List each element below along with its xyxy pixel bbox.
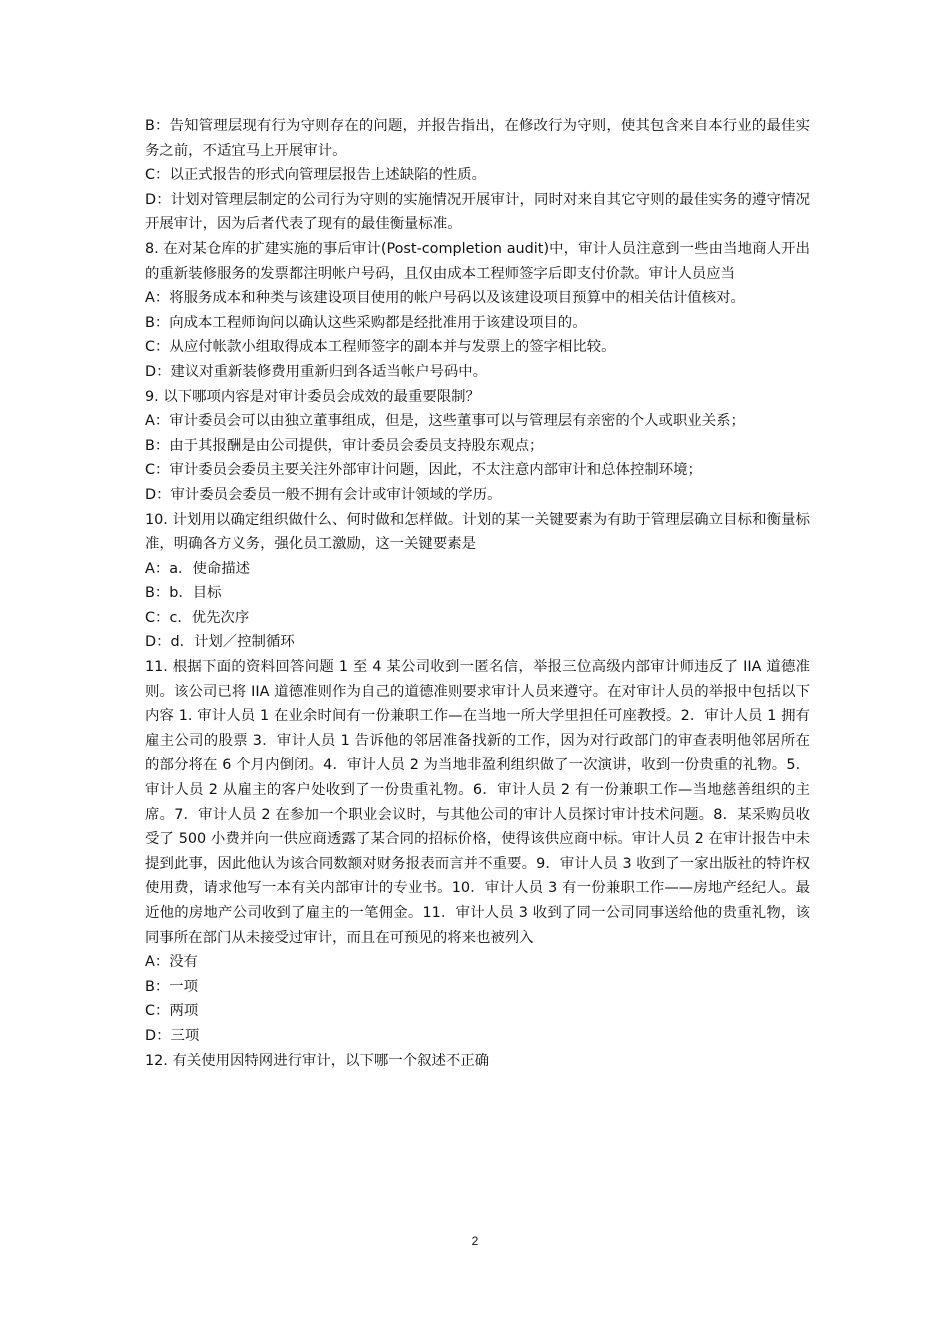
option-a-q9: A：审计委员会可以由独立董事组成，但是，这些董事可以与管理层有亲密的个人或职业关系； [145, 413, 745, 430]
question-9: 9. 以下哪项内容是对审计委员会成效的最重要限制？ [145, 388, 480, 405]
question-10: 10. 计划用以确定组织做什么、何时做和怎样做。计划的某一关键要素为有助于管理层确立目标和衡量标准，明确各方义务，强化员工激励，这一关键要素是 [145, 511, 810, 553]
option-b-q8: B：向成本工程师询问以确认这些采购都是经批准用于该建设项目的。 [145, 314, 587, 331]
option-c-q9: C：审计委员会委员主要关注外部审计问题，因此，不太注意内部审计和总体控制环境； [145, 462, 702, 479]
option-b-q9: B：由于其报酬是由公司提供，审计委员会委员支持股东观点； [145, 437, 544, 454]
document-body [145, 114, 810, 1073]
question-12: 12. 有关使用因特网进行审计，以下哪一个叙述不正确 [145, 1052, 490, 1069]
question-11: 11. 根据下面的资料回答问题 1 至 4 某公司收到一匿名信，举报三位高级内部审计师违反了 IIA 道德准则。该公司已将 IIA 道德准则作为自己的道德准则要求审计人员来遵守。在对审计人员的举报中包括以下内容 1. 审计人员 1 在业余时间有一份兼职工作—在当地一所大学里担任可座教授。2．审计人员 1 拥有雇主公司的股票 3．审计人员 1 告诉他的邻居准备找新的工作，因为对行政部门的审查表明他邻居所在的部分将在 6 个月内倒闭。4．审计人员 2 为当地非盈利组织做了一次演讲，收到一份贵重的礼物。5．审计人员 2 从雇主的客户处收到了一份贵重礼物。6．审计人员 2 有一份兼职工作—当地慈善组织的主席。7．审计人员 2 在参加一个职业会议时，与其他公司的审计人员探讨审计技术问题。8．某采购员收受了 500 小费并向一供应商透露了某合同的招标价格，使得该供应商中标。审计人员 2 在审计报告中未提到此事，因此他认为该合同数额对财务报表而言并不重要。9．审计人员 3 收到了一家出版社的特许权使用费，请求他写一本有关内部审计的专业书。10．审计人员 3 有一份兼职工作——房地产经纪人。最近他的房地产公司收到了雇主的一笔佣金。11．审计人员 3 收到了同一公司同事送给他的贵重礼物，该同事所在部门从未接受过审计，而且在可预见的将来也被列入 [145, 659, 810, 946]
option-c-q10: C：c．优先次序 [145, 609, 250, 626]
option-d-q9: D：审计委员会委员一般不拥有会计或审计领域的学历。 [145, 486, 502, 503]
option-d-q7: D：计划对管理层制定的公司行为守则的实施情况开展审计，同时对来自其它守则的最佳实务的遵守情况开展审计，因为后者代表了现有的最佳衡量标准。 [145, 191, 810, 233]
option-b-q7: B：告知管理层现有行为守则存在的问题，并报告指出，在修改行为守则，使其包含来自本行业的最佳实务之前，不适宜马上开展审计。 [145, 118, 810, 159]
option-c-q7: C：以正式报告的形式向管理层报告上述缺陷的性质。 [145, 167, 487, 184]
option-d-q8: D：建议对重新装修费用重新归到各适当帐户号码中。 [145, 363, 488, 380]
page-number: 2 [471, 1234, 479, 1248]
option-d-q11: D：三项 [145, 1027, 200, 1044]
option-d-q10: D：d．计划／控制循环 [145, 634, 295, 651]
option-b-q10: B：b．目标 [145, 585, 222, 602]
option-a-q11: A：没有 [145, 954, 199, 971]
option-a-q10: A：a．使命描述 [145, 560, 251, 577]
option-a-q8: A：将服务成本和种类与该建设项目使用的帐户号码以及该建设项目预算中的相关估计值核对。 [145, 290, 745, 307]
option-c-q8: C：从应付帐款小组取得成本工程师签字的副本并与发票上的签字相比较。 [145, 339, 616, 356]
option-c-q11: C：两项 [145, 1003, 199, 1020]
option-b-q11: B：一项 [145, 978, 199, 995]
question-8: 8. 在对某仓库的扩建实施的事后审计(Post-completion audit)中，审计人员注意到一些由当地商人开出的重新装修服务的发票都注明帐户号码，且仅由成本工程师签字后即支付价款。审计人员应当 [145, 240, 810, 282]
